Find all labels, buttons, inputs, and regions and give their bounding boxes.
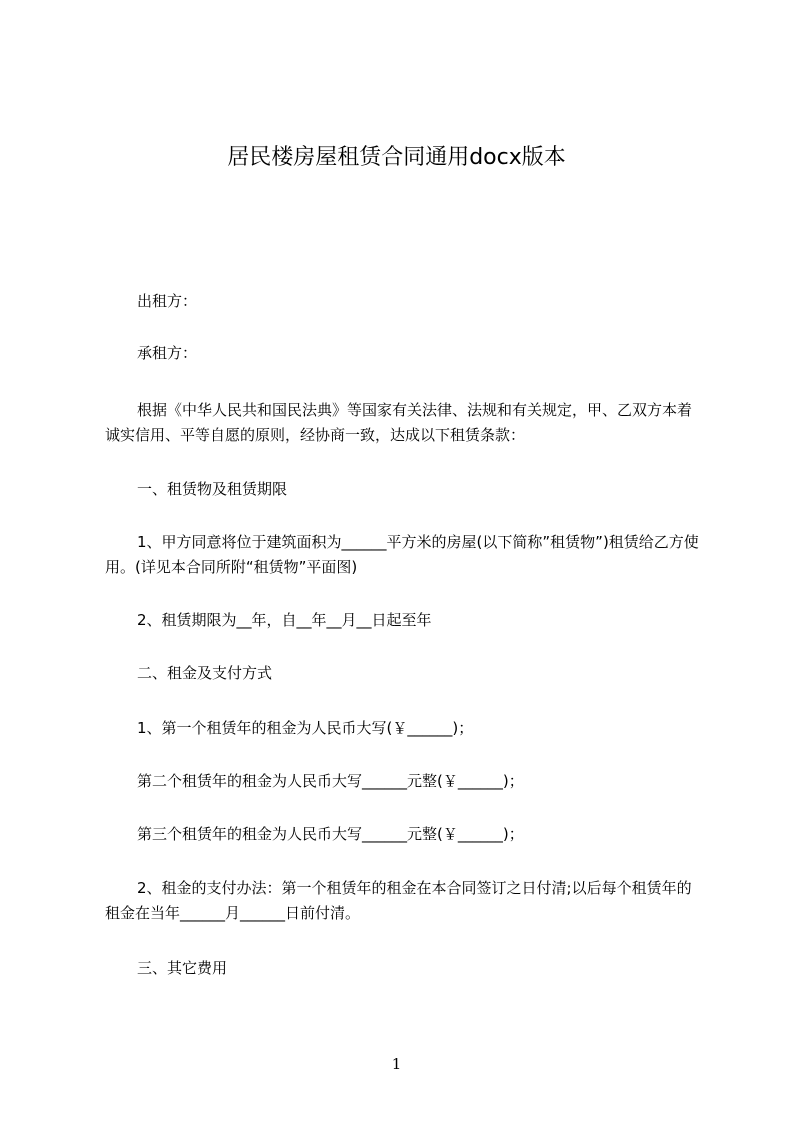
paragraph-preamble: 根据《中华人民共和国民法典》等国家有关法律、法规和有关规定，甲、乙双方本着诚实信用、平等自愿的原则，经协商一致，达成以下租赁条款：: [105, 401, 693, 444]
page-number: 1: [391, 1055, 402, 1073]
paragraph-clause-1-1: 1、甲方同意将位于建筑面积为______平方米的房屋(以下简称”租赁物”)租赁给乙方使用。(详见本合同所附“租赁物”平面图): [105, 533, 699, 576]
paragraph-clause-2-1: 1、第一个租赁年的租金为人民币大写(￥______)；: [137, 719, 474, 737]
section-heading-3: 三、其它费用: [137, 959, 228, 977]
section-heading-2: 二、租金及支付方式: [137, 664, 273, 682]
paragraph-clause-1-2: 2、租赁期限为__年，自__年__月__日起至年: [137, 611, 432, 629]
paragraph-clause-2-1c: 第三个租赁年的租金为人民币大写______元整(￥______)；: [137, 825, 524, 843]
document-title: 居民楼房屋租赁合同通用docx版本: [227, 145, 566, 170]
paragraph-clause-2-1b: 第二个租赁年的租金为人民币大写______元整(￥______)；: [137, 772, 524, 790]
section-heading-1: 一、租赁物及租赁期限: [137, 480, 288, 498]
paragraph-lessee: 承租方：: [137, 344, 198, 362]
paragraph-lessor: 出租方：: [137, 292, 198, 310]
paragraph-clause-2-2: 2、租金的支付办法：第一个租赁年的租金在本合同签订之日付清;以后每个租赁年的租金在当年______月______日前付清。: [105, 879, 692, 922]
